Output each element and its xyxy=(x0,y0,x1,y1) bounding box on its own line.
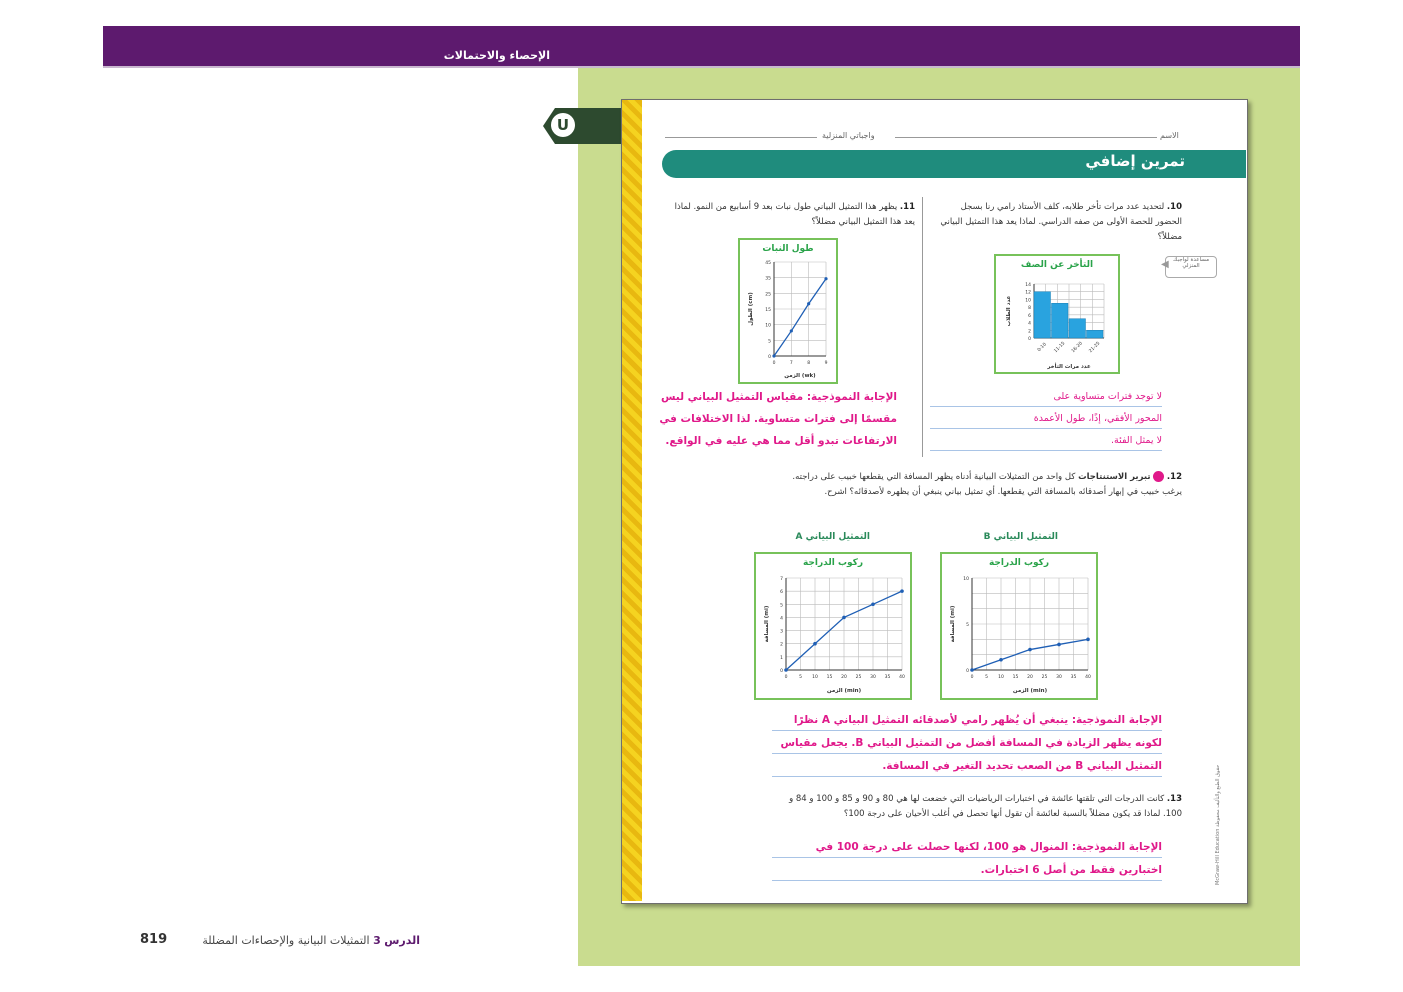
homework-label: واجباتي المنزلية xyxy=(822,131,875,140)
homework-line xyxy=(665,137,817,138)
data-point xyxy=(1086,638,1090,642)
question-label: تبرير الاستنتاجات xyxy=(1078,472,1151,482)
x-axis-label: الزمن (min) xyxy=(1012,688,1048,694)
chart-title: ركوب الدراجة xyxy=(988,558,1050,568)
y-axis-label: عدد الطلاب xyxy=(1006,295,1012,327)
y-tick-label: 0 xyxy=(780,669,783,674)
data-point xyxy=(790,329,793,332)
q12-answer-line-1: الإجابة النموذجية: ينبغي أن يُظهر رامي لأصدقائه التمثيل البياني A نظرًا xyxy=(793,714,1162,726)
y-axis-label: المسافة (mi) xyxy=(764,605,770,643)
bar xyxy=(1052,303,1069,338)
q10-answer-line-2: المحور الأفقي، إذًا، طول الأعمدة xyxy=(1033,413,1162,424)
data-point xyxy=(784,668,788,672)
side-note-text: مساعدة لواجبك المنزلي xyxy=(1172,257,1210,269)
copyright-notice xyxy=(1213,690,1225,890)
data-point xyxy=(1028,648,1032,652)
x-tick-label: 16-20 xyxy=(1071,341,1084,355)
x-tick-label: 0 xyxy=(784,675,788,680)
unit-title: الإحصاء والاحتمالات xyxy=(443,49,550,62)
data-point xyxy=(824,277,827,280)
question-12 xyxy=(780,470,1182,500)
x-tick-label: 8 xyxy=(807,361,811,366)
lesson-footer xyxy=(150,934,420,947)
x-tick-label: 5 xyxy=(985,675,988,680)
data-point xyxy=(807,302,810,305)
q12-answer-line-2: لكونه يظهر الزيادة في المسافة أفضل من التمثيل البياني B. يجعل مقياس xyxy=(780,737,1162,749)
x-tick-label: 25 xyxy=(855,675,862,680)
q13-answer-line-1: الإجابة النموذجية: المنوال هو 100، لكنها حصلت على درجة 100 في xyxy=(815,841,1162,853)
y-tick-label: 14 xyxy=(1025,283,1031,288)
x-tick-label: 20 xyxy=(841,675,847,680)
question-text: كل واحد من التمثيلات البيانية أدناه يظهر المسافة التي يقطعها خبيب على دراجته. يرغب خبيب في إبهار أصدقائه بالمسافة التي يقطعها. أي تمثيل بياني ينبغي أن يظهره لأصدقائه؟ اشرح. xyxy=(792,472,1182,497)
y-tick-label: 0 xyxy=(966,669,969,674)
bar-chart-svg xyxy=(996,256,1118,372)
y-tick-label: 5 xyxy=(966,623,969,628)
x-tick-label: 11-15 xyxy=(1053,341,1067,355)
power-icon: U xyxy=(551,113,575,137)
data-point xyxy=(842,616,846,620)
y-tick-label: 45 xyxy=(765,261,771,266)
x-tick-label: 10 xyxy=(812,675,818,680)
q11-answer-line-3: الارتفاعات تبدو أقل مما هي عليه في الواقع. xyxy=(665,435,897,447)
bar-chart-late xyxy=(994,254,1120,374)
question-13 xyxy=(776,792,1182,822)
answer-rule xyxy=(772,857,1162,858)
q13-answer-line-2: اختبارين فقط من أصل 6 اختبارات. xyxy=(980,864,1162,876)
y-tick-label: 15 xyxy=(765,308,771,313)
x-tick-label: 0 xyxy=(970,675,974,680)
x-axis-label: عدد مرات التأخر xyxy=(1047,364,1091,370)
question-text: يظهر هذا التمثيل البياني طول نبات بعد 9 أسابيع من النمو. لماذا يعد هذا التمثيل البياني مضللاً؟ xyxy=(674,202,915,227)
y-tick-label: 4 xyxy=(1028,321,1031,327)
data-point xyxy=(970,668,974,672)
bar xyxy=(1069,319,1086,338)
answer-rule xyxy=(930,406,1162,407)
line-chart-graph-a xyxy=(754,552,912,700)
y-tick-label: 5 xyxy=(780,603,783,609)
y-tick-label: 0 xyxy=(768,355,771,360)
answer-rule xyxy=(930,450,1162,451)
q11-answer-line-1: الإجابة النموذجية: مقياس التمثيل البياني ليس xyxy=(660,391,897,403)
question-number: 13. xyxy=(1166,794,1182,804)
graph-b-label: التمثيل البياني B xyxy=(983,532,1058,542)
y-tick-label: 10 xyxy=(1025,298,1031,304)
q10-answer-line-3: لا يمثل الفئة. xyxy=(1111,435,1162,446)
q10-answer-line-1: لا توجد فترات متساوية على xyxy=(1053,391,1162,402)
y-tick-label: 10 xyxy=(765,323,771,329)
question-number: 11. xyxy=(899,202,915,212)
binding-strip xyxy=(622,100,642,901)
data-point xyxy=(772,354,775,357)
lesson-word: الدرس xyxy=(384,934,420,947)
x-tick-label: 15 xyxy=(1012,675,1019,680)
unit-header-bar xyxy=(103,26,1300,67)
answer-rule xyxy=(930,428,1162,429)
chart-title: طول النبات xyxy=(762,244,814,254)
bar xyxy=(1034,292,1051,338)
x-axis-label: الزمن (wk) xyxy=(784,373,816,379)
column-divider xyxy=(922,197,923,457)
x-tick-label: 21-25 xyxy=(1088,341,1102,355)
data-point xyxy=(871,602,875,606)
y-tick-label: 2 xyxy=(780,642,783,648)
question-number: 10. xyxy=(1166,202,1182,212)
chart-title: التأخر عن الصف xyxy=(1020,260,1094,270)
x-tick-label: 0 xyxy=(772,361,776,366)
x-tick-label: 35 xyxy=(884,675,891,680)
line-chart-graph-b xyxy=(940,552,1098,700)
x-tick-label: 40 xyxy=(1085,675,1091,680)
x-tick-label: 5 xyxy=(799,675,802,680)
data-point xyxy=(900,589,904,593)
x-tick-label: 10 xyxy=(998,675,1004,680)
q12-answer-line-3: التمثيل البياني B من الصعب تحديد التغير في المسافة. xyxy=(882,760,1162,772)
y-tick-label: 12 xyxy=(1025,290,1031,296)
x-tick-label: 40 xyxy=(899,675,905,680)
x-tick-label: 7 xyxy=(789,361,793,366)
q11-answer-line-2: مقسمًا إلى فترات متساوية. لذا الاختلافات في xyxy=(659,413,897,425)
data-point xyxy=(1057,643,1061,647)
data-point xyxy=(999,658,1003,662)
chart-title: ركوب الدراجة xyxy=(802,558,864,568)
series-line xyxy=(774,279,826,356)
question-text: كانت الدرجات التي تلقتها عائشة في اختبارات الرياضيات التي خضعت لها هي 80 و 90 و 85 و 100 و 84 و 100. لماذا قد يكون مضللاً بالنسبة لعائشة أن تقول أنها تحصل في أغلب الأحيان على درجة 100؟ xyxy=(789,794,1182,819)
name-line xyxy=(895,137,1157,138)
y-tick-label: 2 xyxy=(1028,329,1031,335)
answer-rule xyxy=(772,880,1162,881)
y-tick-label: 7 xyxy=(780,577,783,582)
line-chart-plant xyxy=(738,238,838,384)
y-tick-label: 5 xyxy=(768,339,771,345)
question-10 xyxy=(932,200,1182,245)
x-tick-label: 9 xyxy=(824,361,828,366)
copyright-text: McGraw-Hill Education حقوق الطبع والتأليف محفوظة xyxy=(1215,764,1221,885)
x-tick-label: 25 xyxy=(1041,675,1048,680)
arrow-left-icon: ◀ xyxy=(1161,259,1169,270)
homework-help-note xyxy=(1165,256,1217,278)
name-label: الاسم xyxy=(1160,131,1179,140)
x-tick-label: 35 xyxy=(1070,675,1077,680)
page-number: 819 xyxy=(140,932,168,947)
y-tick-label: 8 xyxy=(1028,306,1031,312)
question-text: لتحديد عدد مرات تأخر طلابه، كلف الأستاذ رامي رنا بسجل الحضور للحصة الأولى من صفه الدراسي. لماذا يعد هذا التمثيل البياني مضللاً؟ xyxy=(940,202,1182,242)
practice-icon xyxy=(1153,471,1164,482)
graph-a-label: التمثيل البياني A xyxy=(795,532,870,542)
x-tick-label: 30 xyxy=(1056,675,1062,680)
data-point xyxy=(813,642,817,646)
y-tick-label: 10 xyxy=(963,577,969,582)
y-tick-label: 1 xyxy=(780,655,783,661)
question-11 xyxy=(665,200,915,230)
graph-b-svg xyxy=(942,554,1096,698)
question-number: 12. xyxy=(1166,472,1182,482)
x-tick-label: 30 xyxy=(870,675,876,680)
y-tick-label: 4 xyxy=(780,616,783,622)
y-tick-label: 25 xyxy=(765,292,771,298)
answer-rule xyxy=(772,730,1162,731)
x-tick-label: 15 xyxy=(826,675,833,680)
answer-rule xyxy=(772,753,1162,754)
answer-rule xyxy=(772,776,1162,777)
plant-chart-svg xyxy=(740,240,836,382)
y-tick-label: 35 xyxy=(765,276,771,282)
lesson-title: التمثيلات البيانية والإحصاءات المضللة xyxy=(202,934,370,947)
bar xyxy=(1087,330,1104,338)
worksheet-title: تمرين إضافي xyxy=(1085,152,1185,170)
y-tick-label: 0 xyxy=(1028,337,1031,342)
lesson-number: 3 xyxy=(373,934,381,947)
y-axis-label: المسافة (mi) xyxy=(950,605,956,643)
y-tick-label: 6 xyxy=(1028,313,1031,319)
graph-a-svg xyxy=(756,554,910,698)
x-axis-label: الزمن (min) xyxy=(826,688,862,694)
x-tick-label: 0-10 xyxy=(1037,342,1048,354)
y-axis-label: الطول (cm) xyxy=(748,292,754,326)
y-tick-label: 6 xyxy=(780,590,783,596)
x-tick-label: 20 xyxy=(1027,675,1033,680)
y-tick-label: 3 xyxy=(780,629,783,635)
